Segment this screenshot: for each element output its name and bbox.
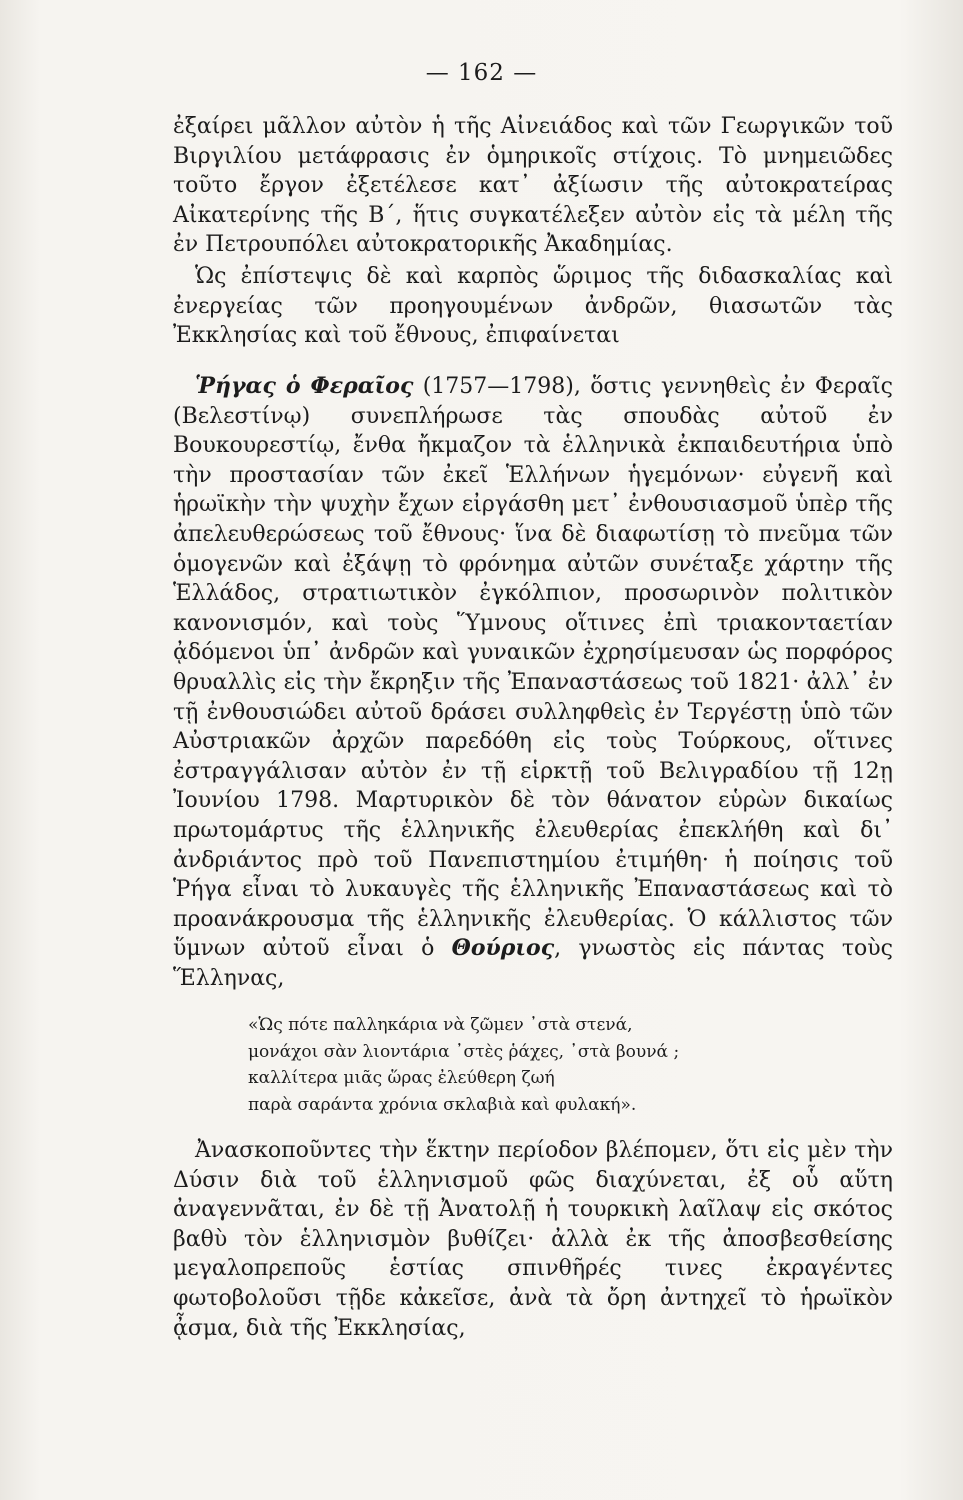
paragraph-text-tail: , γνωστὸς εἰς πάντας τοὺς Ἕλληνας, [173,936,893,991]
paragraph-fruit-of-teaching [173,262,893,351]
paragraph-text: Ὡς ἐπίστεψις δὲ καὶ καρπὸς ὥριμος τῆς διδασκαλίας καὶ ἐνεργείας τῶν προηγουμένων ἀνδρῶν, θιασωτῶν τὰς Ἐκκλησίας καὶ τοῦ ἔθνους, ἐπιφαίνεται [173,264,893,349]
paragraph-rigas-feraios [173,372,893,993]
person-name-heading: Ῥήγας ὁ Φεραῖος [195,373,414,399]
poem-line: παρὰ σαράντα χρόνια σκλαβιὰ καὶ φυλακή». [248,1094,637,1115]
paragraph-virgil-translation [173,112,893,260]
song-title: Θούριος [451,935,555,962]
poem-line: μονάχοι σὰν λιοντάρια ᾽στὲς ῥάχες, ᾽στὰ βουνά ; [248,1041,680,1062]
paragraph-text: ἐξαίρει μᾶλλον αὐτὸν ἡ τῆς Αἰνειάδος καὶ τῶν Γεωργικῶν τοῦ Βιργιλίου μετάφρασις ἐν ὁμηρικοῖς στίχοις. Τὸ μνημειῶδες τοῦτο ἔργον ἐξετέλεσε κατ᾿ ἀξίωσιν τῆς αὐτοκρατείρας Αἰκατερίνης τῆς Β΄, ἥτις συγκατέλεξεν αὐτὸν εἰς τὰ μέλη τῆς ἐν Πετρουπόλει αὐτοκρατορικῆς Ἀκαδημίας. [173,114,893,258]
poem-line: «Ὡς πότε παλληκάρια νὰ ζῶμεν ᾽στὰ στενά, [248,1015,633,1035]
poem-line: καλλίτερα μιᾶς ὥρας ἐλεύθερη ζωή [248,1068,555,1088]
paragraph-text: (1757—1798), ὅστις γεννηθεὶς ἐν Φεραῖς (Βελεστίνῳ) συνεπλήρωσε τὰς σπουδὰς αὐτοῦ ἐν Βουκουρεστίῳ, ἔνθα ἤκμαζον τὰ ἑλληνικὰ ἐκπαιδευτήρια ὑπὸ τὴν προστασίαν τῶν ἐκεῖ Ἑλλήνων ἡγεμόνων· εὐγενῆ καὶ ἡρωϊκὴν τὴν ψυχὴν ἔχων εἰργάσθη μετ᾿ ἐνθουσιασμοῦ ὑπὲρ τῆς ἀπελευθερώσεως τοῦ ἔθνους· ἵνα δὲ διαφωτίσῃ τὸ πνεῦμα τῶν ὁμογενῶν καὶ ἐξάψῃ τὸ φρόνημα αὐτῶν συνέταξε χάρτην τῆς Ἑλλάδος, στρατιωτικὸν ἐγκόλπιον, προσωρινὸν πολιτικὸν κανονισμόν, καὶ τοὺς Ὕμνους οἵτινες ἐπὶ τριακονταετίαν ᾀδόμενοι ὑπ᾿ ἀνδρῶν καὶ γυναικῶν ἐχρησίμευσαν ὡς πορφόρος θρυαλλὶς εἰς τὴν ἔκρηξιν τῆς Ἐπαναστάσεως τοῦ 1821· ἀλλ᾿ ἐν τῇ ἐνθουσιώδει αὐτοῦ δράσει συλληφθεὶς ἐν Τεργέστῃ ὑπὸ τῶν Αὐστριακῶν ἀρχῶν παρεδόθη εἰς τοὺς Τούρκους, οἵτινες ἐστραγγάλισαν αὐτὸν ἐν τῇ εἱρκτῇ τοῦ Βελιγραδίου τῇ 12ῃ Ἰουνίου 1798. Μαρτυρικὸν δὲ τὸν θάνατον εὑρὼν δικαίως πρωτομάρτυς τῆς ἑλληνικῆς ἐλευθερίας ἐπεκλήθη καὶ δι᾿ ἀνδριάντος πρὸ τοῦ Πανεπιστημίου ἐτιμήθη· ἡ ποίησις τοῦ Ῥήγα εἶναι τὸ λυκαυγὲς τῆς ἑλληνικῆς Ἐπαναστάσεως καὶ τὸ προανάκρουσμα τῆς ἑλληνικῆς ἐλευθερίας. Ὁ κάλλιστος τῶν ὕμνων αὐτοῦ εἶναι ὁ [173,374,893,962]
paragraph-text: Ἀνασκοποῦντες τὴν ἕκτην περίοδον βλέπομεν, ὅτι εἰς μὲν τὴν Δύσιν διὰ τοῦ ἑλληνισμοῦ φῶς διαχύνεται, ἐξ οὗ αὕτη ἀναγεννᾶται, ἐν δὲ τῇ Ἀνατολῇ ἡ τουρκικὴ λαῖλαψ εἰς σκότος βαθὺ τὸν ἑλληνισμὸν βυθίζει· ἀλλὰ ἐκ τῆς ἀποσβεσθείσης μεγαλοπρεποῦς ἑστίας σπινθῆρές τινες ἐκραγέντες φωτοβολοῦσι τῇδε κἀκεῖσε, ἀνὰ τὰ ὄρη ἀντηχεῖ τὸ ἡρωϊκὸν ᾆσμα, διὰ τῆς Ἐκκλησίας, [173,1138,893,1341]
page-number: — 162 — [425,60,538,86]
paragraph-sixth-period [173,1136,893,1343]
poem-quotation [248,1012,768,1118]
